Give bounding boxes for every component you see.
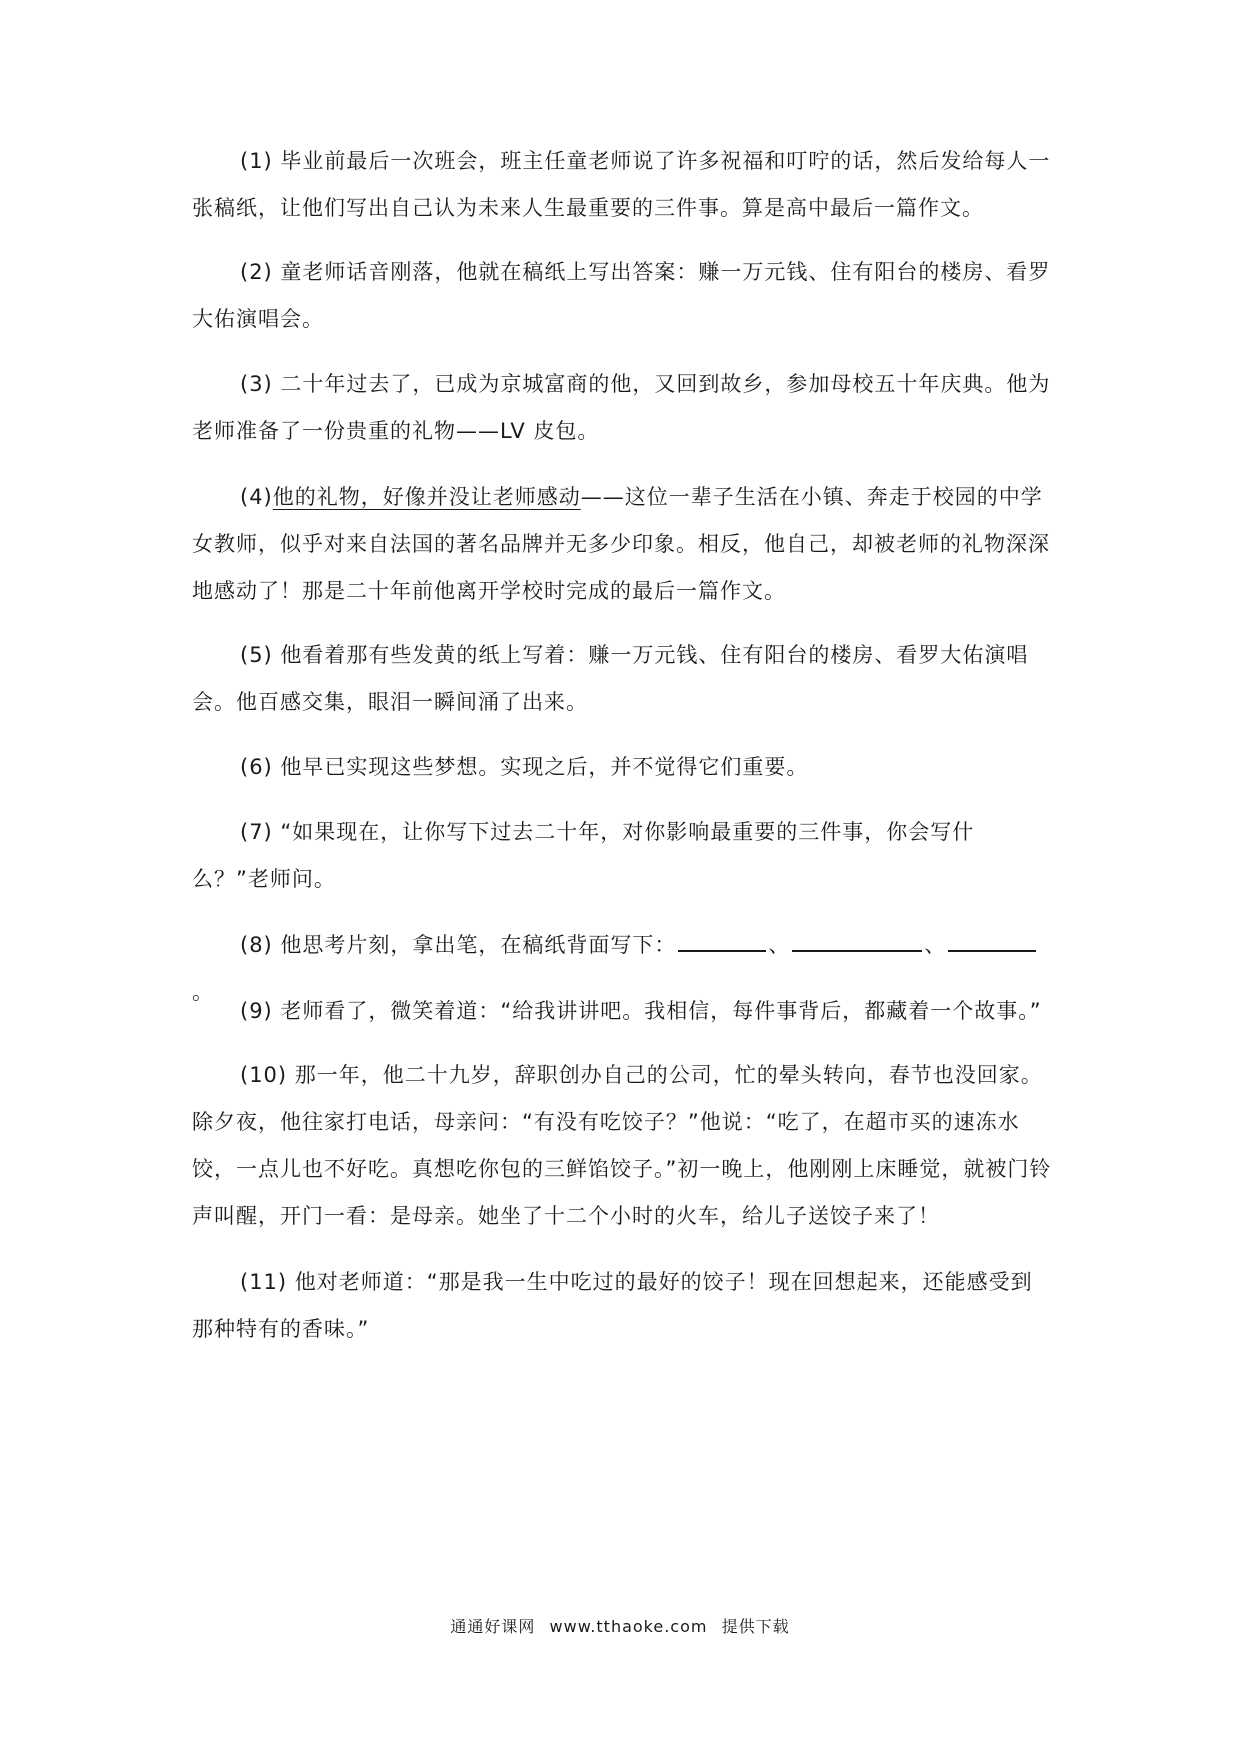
answer-blank-2[interactable] xyxy=(792,926,922,952)
paragraph-4 xyxy=(192,474,1052,615)
paragraph-2: (2) 童老师话音刚落，他就在稿纸上写出答案：赚一万元钱、住有阳台的楼房、看罗大佑演唱会。 xyxy=(192,260,1051,331)
footer-suffix: 提供下载 xyxy=(721,1617,790,1636)
paragraph-3: (3) 二十年过去了，已成为京城富商的他，又回到故乡，参加母校五十年庆典。他为老师准备了一份贵重的礼物——LV 皮包。 xyxy=(192,372,1051,443)
paragraph-6: (6) 他早已实现这些梦想。实现之后，并不觉得它们重要。 xyxy=(240,755,809,779)
footer-url[interactable]: www.tthaoke.com xyxy=(549,1617,708,1636)
underlined-sentence: 他的礼物，好像并没让老师感动 xyxy=(272,485,581,509)
paragraph-9: (9) 老师看了，微笑着道：“给我讲讲吧。我相信，每件事背后，都藏着一个故事。” xyxy=(240,999,1042,1023)
paragraph-8-text: (8) 他思考片刻，拿出笔，在稿纸背面写下： xyxy=(240,933,677,957)
paragraph-7: (7) “如果现在，让你写下过去二十年，对你影响最重要的三件事，你会写什么？”老师问。 xyxy=(192,820,975,891)
paragraph-11: (11) 他对老师道：“那是我一生中吃过的最好的饺子！现在回想起来，还能感受到那种特有的香味。” xyxy=(192,1270,1033,1341)
paragraph-8-end: 。 xyxy=(192,980,214,1004)
page-footer xyxy=(0,1614,1240,1637)
paragraph-1: (1) 毕业前最后一次班会，班主任童老师说了许多祝福和叮咛的话，然后发给每人一张稿纸，让他们写出自己认为未来人生最重要的三件事。算是高中最后一篇作文。 xyxy=(192,149,1051,220)
paragraph-5: (5) 他看着那有些发黄的纸上写着：赚一万元钱、住有阳台的楼房、看罗大佑演唱会。他百感交集，眼泪一瞬间涌了出来。 xyxy=(192,643,1029,714)
paragraph-4-rest: ——这位一辈子生活在小镇、奔走于校园的中学女教师，似乎对来自法国的著名品牌并无多少印象。相反，他自己，却被老师的礼物深深地感动了！那是二十年前他离开学校时完成的最后一篇作文。 xyxy=(192,485,1050,603)
paragraph-4-number: (4) xyxy=(240,485,273,509)
blank-separator-1: 、 xyxy=(768,933,791,957)
answer-blank-3[interactable] xyxy=(948,926,1036,952)
paragraph-10: (10) 那一年，他二十九岁，辞职创办自己的公司，忙的晕头转向，春节也没回家。除夕夜，他往家打电话，母亲问：“有没有吃饺子？”他说：“吃了，在超市买的速冻水饺，一点儿也不好吃。真想吃你包的三鲜馅饺子。”初一晚上，他刚刚上床睡觉，就被门铃声叫醒，开门一看：是母亲。她坐了十二个小时的火车，给儿子送饺子来了！ xyxy=(192,1063,1052,1228)
answer-blank-1[interactable] xyxy=(678,926,766,952)
footer-site-name: 通通好课网 xyxy=(450,1617,536,1636)
blank-separator-2: 、 xyxy=(924,933,947,957)
